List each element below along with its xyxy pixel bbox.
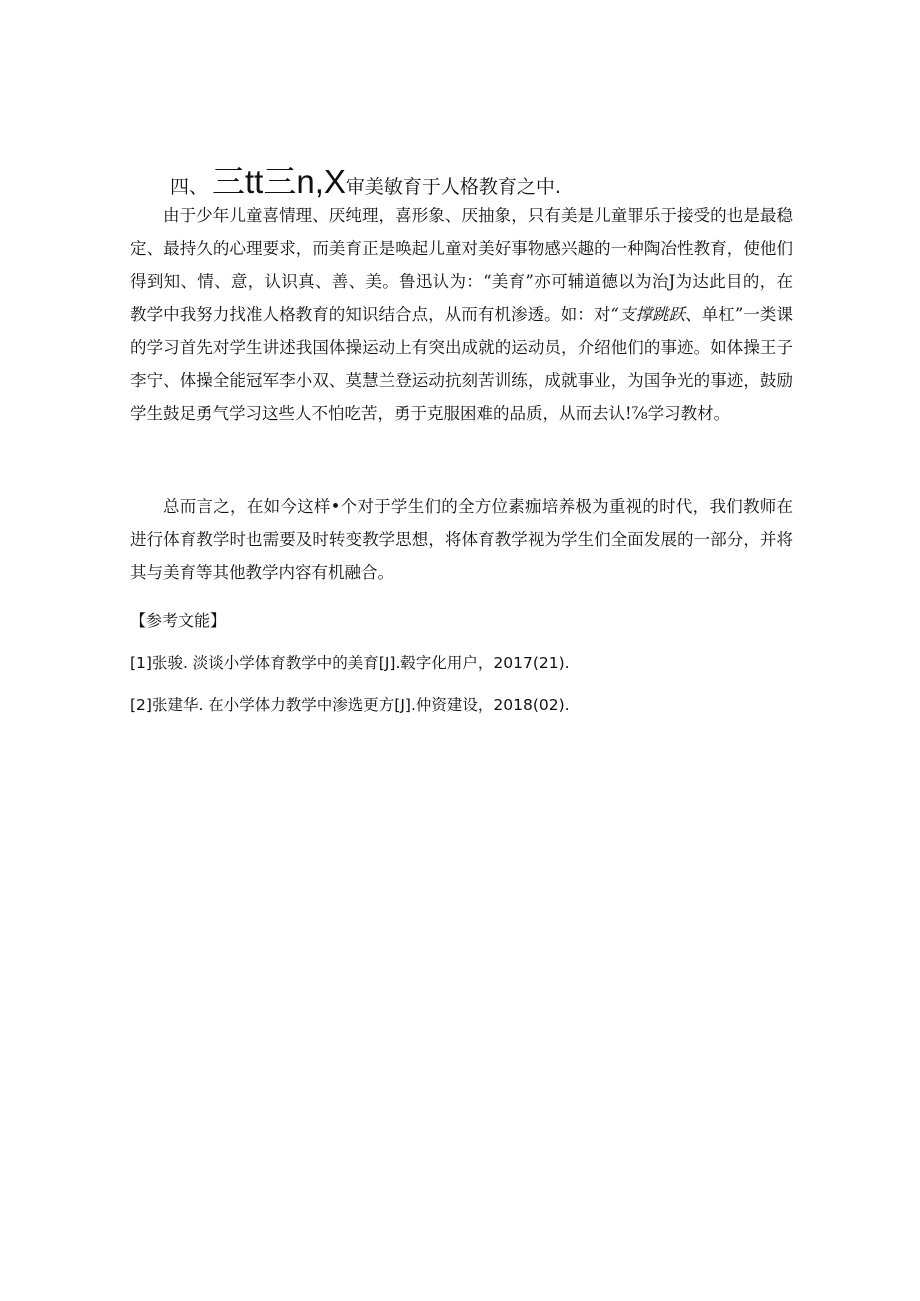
paragraph-1-text-a: 由于少年儿童喜情理、厌纯理，喜形象、厌抽象，只有美是儿童罪乐于接受的也是最稳定、最持久的心理要求，而美育正是唤起儿童对美好事物感兴趣的一种陶冶性教育，使他们得到知、情、意，认识真、善、美。鲁迅认为：“美育”亦可辅道德以为治J为达此目的，在教学中我努力找准人格教育的知识结合点，从而有机渗透。如：对 bbox=[130, 206, 793, 324]
reference-item-1: [1]张骏. 淡谈小学体育教学中的美育[J].毂字化用户，2017(21). bbox=[130, 654, 570, 672]
heading-title: 审美敏育于人格教育之中. bbox=[345, 176, 561, 198]
section-heading bbox=[170, 156, 561, 203]
paragraph-1-italic-text: “支撑跳跃 bbox=[610, 305, 686, 324]
references-heading: 【参考文能】 bbox=[130, 611, 227, 630]
heading-garbled-text: 三tt三n,X bbox=[212, 163, 346, 200]
paragraph-1-text-b: 、单杠”一类课的学习首先对学生讲述我国体操运动上有突出成就的运动员，介绍他们的事迹。如体操王子李宁、体操全能冠军李小双、莫慧兰登运动抗刻苦训练，成就事业，为国争光的事迹，鼓励学生鼓足勇气学习这些人不怕吃苦，勇于克服困难的品质，从而去认!⅞学习教材。 bbox=[130, 305, 794, 423]
heading-number: 四、 bbox=[170, 176, 209, 198]
body-paragraph-1 bbox=[130, 199, 793, 430]
reference-item-2: [2]张建华. 在小学体力教学中渗选更方[J].仲资建设，2018(02). bbox=[130, 696, 570, 714]
body-paragraph-2: 总而言之，在如今这样•个对于学生们的全方位素痂培养极为重视的时代，我们教师在进行体育教学时也需要及时转变教学思想，将体育教学视为学生们全面发展的一部分，并将其与美育等其他教学内容有机融合。 bbox=[130, 497, 793, 582]
